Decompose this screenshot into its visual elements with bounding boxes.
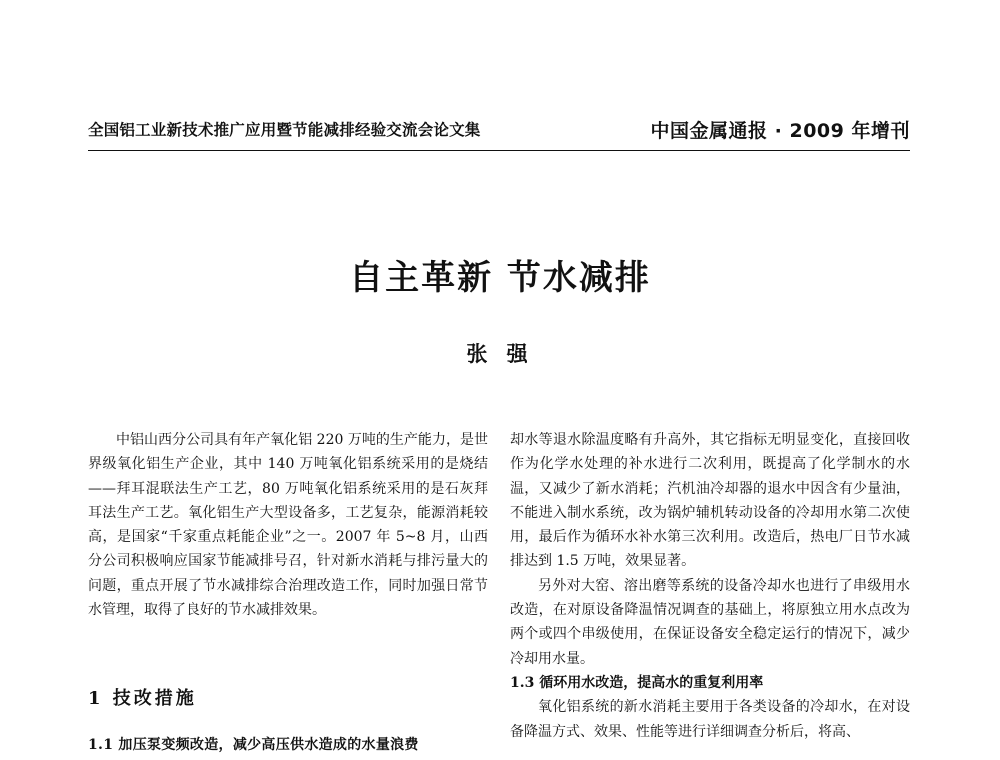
right-column bbox=[510, 428, 910, 744]
cascade-cooling-paragraph: 另外对大窑、溶出磨等系统的设备冷却水也进行了串级用水改造，在对原设备降温情况调查的基础上，将原独立用水点改为两个或四个串级使用，在保证设备安全稳定运行的情况下，减少冷却用水量。 bbox=[510, 577, 910, 667]
recycling-paragraph: 氧化铝系统的新水消耗主要用于各类设备的冷却水，在对设备降温方式、效果、性能等进行详细调查分析后，将高、 bbox=[510, 699, 910, 740]
section-heading-1: 1 技改措施 bbox=[88, 688, 197, 709]
subsection-heading-1-3: 1.3 循环用水改造，提高水的重复利用率 bbox=[510, 674, 764, 691]
intro-paragraph: 中铝山西分公司具有年产氧化铝 220 万吨的生产能力，是世界级氧化铝生产企业，其中 140 万吨氧化铝系统采用的是烧结——拜耳混联法生产工艺，80 万吨氧化铝系统采用的是石灰拜耳法生产工艺。氧化铝生产大型设备多，工艺复杂，能源消耗较高，是国家“千家重点耗能企业”之一。2007 年 5~8 月，山西分公司积极响应国家节能减排号召，针对新水消耗与排污量大的问题，重点开展了节水减排综合治理改造工作，同时加强日常节水管理，取得了良好的节水减排效果。 bbox=[88, 432, 488, 619]
header-proceedings-title: 全国铝工业新技术推广应用暨节能减排经验交流会论文集 bbox=[88, 120, 481, 139]
header-journal-issue: 中国金属通报 · 2009 年增刊 bbox=[650, 120, 910, 142]
continued-paragraph: 却水等退水除温度略有升高外，其它指标无明显变化，直接回收作为化学水处理的补水进行二次利用，既提高了化学制水的水温，又减少了新水消耗；汽机油冷却器的退水中因含有少量油，不能进入制水系统，改为锅炉辅机转动设备的冷却用水第二次使用，最后作为循环水补水第三次利用。改造后，热电厂日节水减排达到 1.5 万吨，效果显著。 bbox=[510, 432, 910, 570]
left-column bbox=[88, 428, 488, 622]
subsection-heading-1-1: 1.1 加压泵变频改造，减少高压供水造成的水量浪费 bbox=[88, 737, 419, 753]
article-author: 张 强 bbox=[466, 341, 534, 366]
article-title: 自主革新 节水减排 bbox=[349, 258, 651, 298]
header-rule bbox=[88, 150, 910, 151]
running-header bbox=[88, 118, 910, 152]
